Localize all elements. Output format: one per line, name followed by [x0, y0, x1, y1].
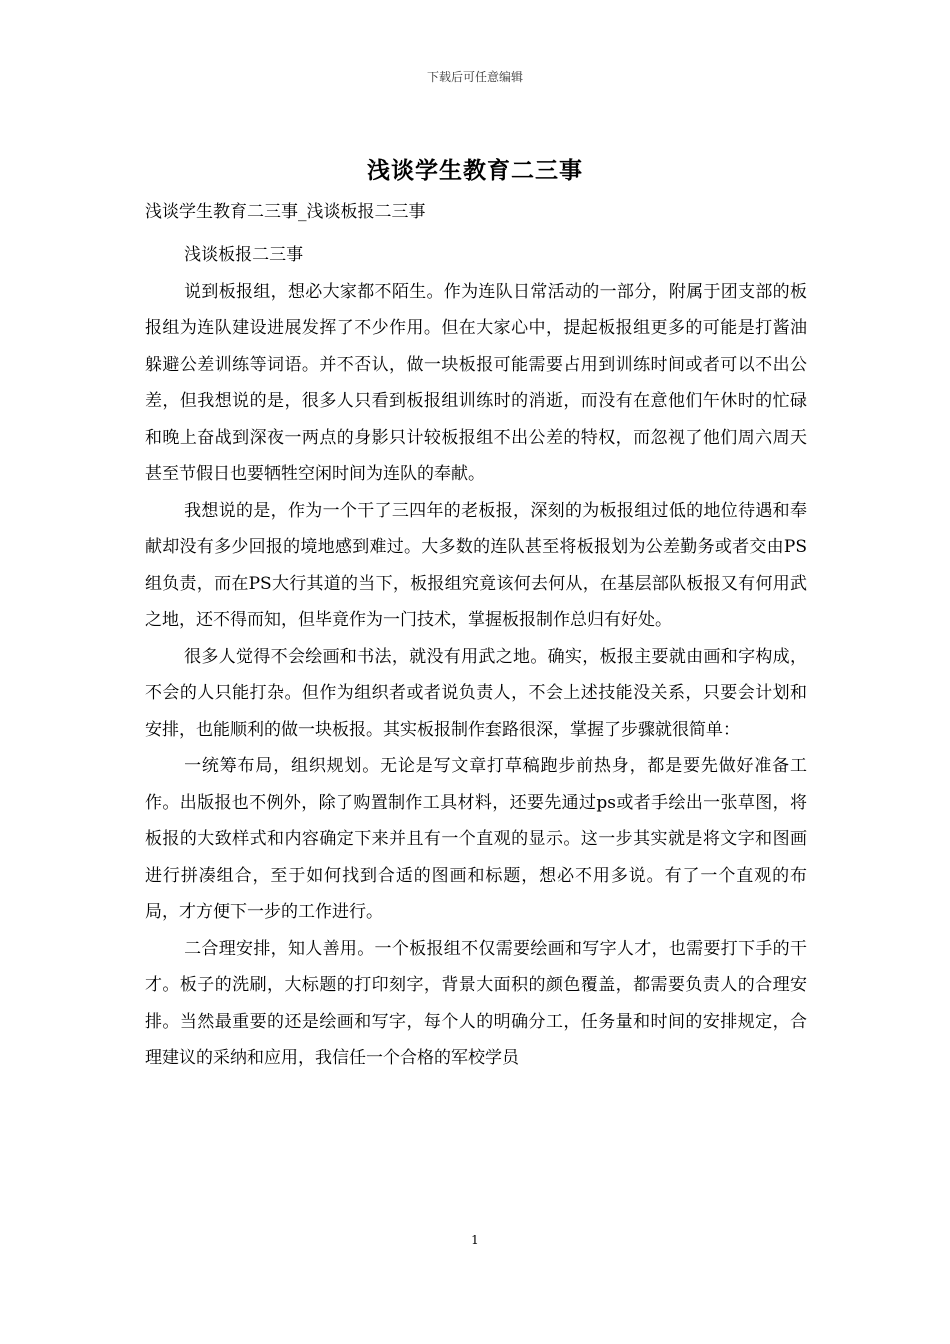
document-body	[145, 237, 807, 1077]
paragraph: 很多人觉得不会绘画和书法，就没有用武之地。确实，板报主要就由画和字构成，不会的人只能打杂。但作为组织者或者说负责人，不会上述技能没关系，只要会计划和安排，也能顺利的做一块板报。其实板报制作套路很深，掌握了步骤就很简单：	[145, 646, 807, 740]
paragraph: 我想说的是，作为一个干了三四年的老板报，深刻的为板报组过低的地位待遇和奉献却没有多少回报的境地感到难过。大多数的连队甚至将板报划为公差勤务或者交由PS组负责，而在PS大行其道的当下，板报组究竟该何去何从，在基层部队板报又有何用武之地，还不得而知，但毕竟作为一门技术，掌握板报制作总归有好处。	[145, 500, 807, 630]
document-subtitle: 浅谈学生教育二三事_浅谈板报二三事	[145, 202, 426, 222]
document-title: 浅谈学生教育二三事	[367, 157, 583, 184]
paragraph-section-heading: 浅谈板报二三事	[184, 245, 304, 265]
paragraph: 二合理安排，知人善用。一个板报组不仅需要绘画和写字人才，也需要打下手的干才。板子的洗刷，大标题的打印刻字，背景大面积的颜色覆盖，都需要负责人的合理安排。当然最重要的还是绘画和写字，每个人的明确分工，任务量和时间的安排规定，合理建议的采纳和应用，我信任一个合格的军校学员	[145, 938, 807, 1068]
page-number: 1	[471, 1233, 479, 1247]
header-note: 下载后可任意编辑	[426, 70, 523, 84]
paragraph: 说到板报组，想必大家都不陌生。作为连队日常活动的一部分，附属于团支部的板报组为连队建设进展发挥了不少作用。但在大家心中，提起板报组更多的可能是打酱油躲避公差训练等词语。并不否认，做一块板报可能需要占用到训练时间或者可以不出公差，但我想说的是，很多人只看到板报组训练时的消逝，而没有在意他们午休时的忙碌和晚上奋战到深夜一两点的身影只计较板报组不出公差的特权，而忽视了他们周六周天甚至节假日也要牺牲空闲时间为连队的奉献。	[145, 281, 807, 484]
paragraph: 一统筹布局，组织规划。无论是写文章打草稿跑步前热身，都是要先做好准备工作。出版报也不例外，除了购置制作工具材料，还要先通过ps或者手绘出一张草图，将板报的大致样式和内容确定下来并且有一个直观的显示。这一步其实就是将文字和图画进行拼凑组合，至于如何找到合适的图画和标题，想必不用多说。有了一个直观的布局，才方便下一步的工作进行。	[145, 756, 807, 922]
